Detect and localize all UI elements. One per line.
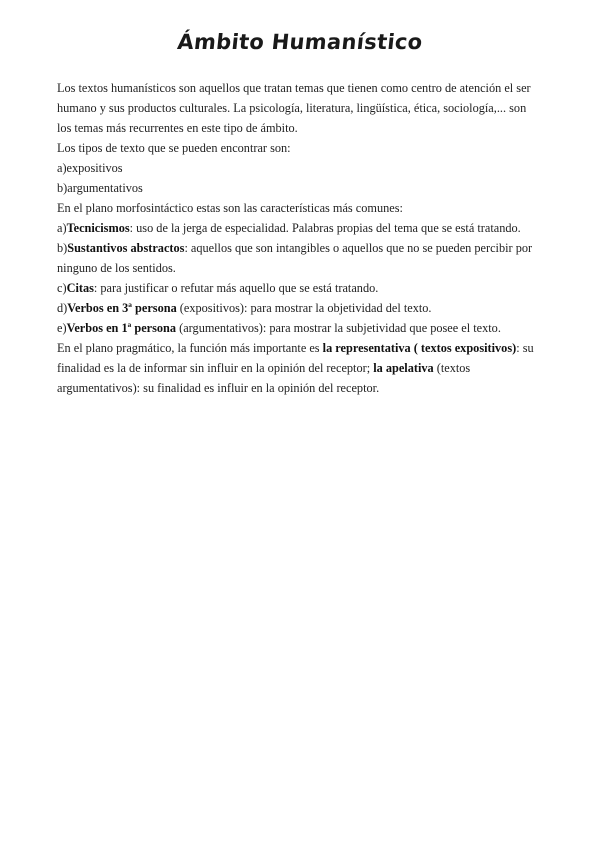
feature-text: : aquellos que son intangibles o aquellos que no se pueden percibir por ninguno de los sentidos. xyxy=(57,241,533,275)
feature-item-d xyxy=(57,298,543,318)
pragmatic-term-representativa: la representativa ( textos expositivos) xyxy=(322,341,517,355)
morpho-intro-paragraph: En el plano morfosintáctico estas son las características más comunes: xyxy=(57,201,403,215)
pragmatic-text: : su finalidad es la de informar sin influir en la opinión del receptor; xyxy=(57,341,534,375)
feature-term: Sustantivos abstractos xyxy=(67,241,185,255)
feature-prefix: a) xyxy=(57,221,67,235)
feature-term: Verbos en 3ª persona xyxy=(67,301,177,315)
feature-item-b xyxy=(57,238,543,278)
pragmatic-text: En el plano pragmático, la función más importante es xyxy=(57,341,323,355)
pragmatic-text: (textos argumentativos): su finalidad es influir en la opinión del receptor. xyxy=(57,361,471,395)
feature-item-e xyxy=(57,318,543,338)
document-body xyxy=(57,78,543,398)
page-title: Ámbito Humanístico xyxy=(176,30,424,54)
type-b-item: b)argumentativos xyxy=(57,181,143,195)
feature-term: Citas xyxy=(66,281,94,295)
feature-prefix: e) xyxy=(57,321,67,335)
feature-item-c xyxy=(57,278,543,298)
feature-term: Tecnicismos xyxy=(66,221,130,235)
feature-item-a xyxy=(57,218,543,238)
feature-prefix: b) xyxy=(57,241,68,255)
intro-paragraph: Los textos humanísticos son aquellos que tratan temas que tienen como centro de atención el ser humano y sus productos culturales. La psicología, literatura, lingüística, ética, sociología,... son los temas más recurrentes en este tipo de ámbito. xyxy=(57,81,531,135)
feature-prefix: c) xyxy=(57,281,67,295)
type-a-item: a)expositivos xyxy=(57,161,123,175)
feature-term: Verbos en 1ª persona xyxy=(66,321,177,335)
feature-text: (expositivos): para mostrar la objetividad del texto. xyxy=(176,301,432,315)
pragmatic-term-apelativa: la apelativa xyxy=(373,361,434,375)
feature-prefix: d) xyxy=(57,301,68,315)
feature-text: (argumentativos): para mostrar la subjetividad que posee el texto. xyxy=(176,321,501,335)
feature-text: : para justificar o refutar más aquello que se está tratando. xyxy=(93,281,379,295)
feature-text: : uso de la jerga de especialidad. Palabras propias del tema que se está tratando. xyxy=(129,221,521,235)
types-intro-paragraph: Los tipos de texto que se pueden encontrar son: xyxy=(57,141,291,155)
pragmatic-paragraph xyxy=(57,338,543,398)
